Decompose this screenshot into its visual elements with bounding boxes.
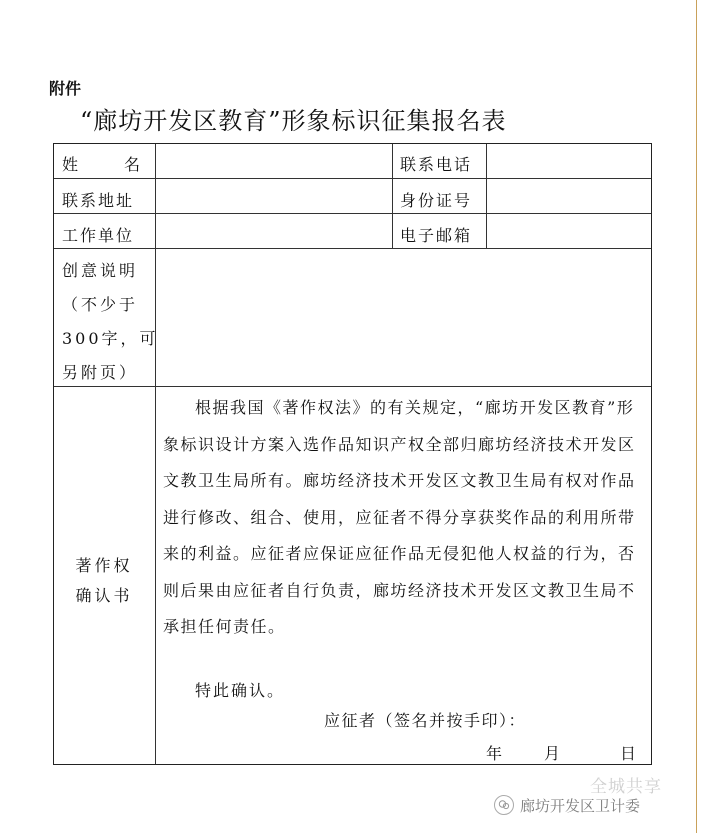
confirmation-text: 特此确认。 (195, 681, 286, 700)
copyright-statement: 根据我国《著作权法》的有关规定，“廊坊开发区教育”形象标识设计方案入选作品知识产权全部归廊坊经济技术开发区文教卫生局所有。廊坊经济技术开发区文教卫生局有权对作品进行修改、组合、使用，应征者不得分享获奖作品的利用所带来的利益。应征者应保证应征作品无侵犯他人权益的行为，否则后果由应征者自行负责，廊坊经济技术开发区文教卫生局不承担任何责任。 (163, 398, 636, 636)
date-day-label: 日 (620, 744, 637, 763)
date-year-label: 年 (486, 744, 503, 763)
wechat-icon (494, 795, 514, 815)
copyright-label-line: 著作权 (75, 556, 133, 575)
copyright-label-line: 确认书 (75, 586, 133, 605)
name-label-char: 名 (123, 155, 142, 174)
name-label (62, 152, 142, 175)
phone-field[interactable] (488, 144, 652, 180)
column-divider (486, 144, 487, 248)
email-label: 电子邮箱 (400, 226, 473, 245)
page-edge-rule (696, 0, 697, 833)
creative-description-label (62, 254, 159, 390)
copyright-confirmation-label (54, 398, 154, 764)
creative-label-line: 创意说明 (62, 261, 139, 280)
work-unit-field[interactable] (157, 214, 395, 250)
date-month-label: 月 (544, 744, 561, 763)
id-number-label: 身份证号 (400, 191, 473, 210)
creative-description-field[interactable] (157, 249, 651, 389)
creative-label-line: 300字，可 (62, 329, 159, 348)
name-field[interactable] (157, 144, 395, 180)
applicant-signature-label: 应征者（签名并按手印）： (324, 711, 527, 730)
name-label-char: 姓 (62, 155, 81, 174)
attachment-label: 附件 (49, 79, 82, 98)
id-number-field[interactable] (488, 179, 652, 215)
form-title: “廊坊开发区教育”形象标识征集报名表 (80, 107, 507, 135)
work-unit-label: 工作单位 (62, 226, 135, 245)
watermark-source: 廊坊开发区卫计委 (520, 796, 641, 815)
registration-form-table (53, 143, 652, 765)
source-watermark (494, 787, 694, 823)
creative-label-line: （不少于 (62, 295, 139, 314)
phone-label: 联系电话 (400, 155, 473, 174)
creative-label-line: 另附页） (62, 363, 139, 382)
watermark-ghost-text: 全城共享 (590, 777, 662, 797)
column-divider (155, 144, 156, 764)
address-label: 联系地址 (62, 191, 135, 210)
email-field[interactable] (488, 214, 652, 250)
address-field[interactable] (157, 179, 395, 215)
